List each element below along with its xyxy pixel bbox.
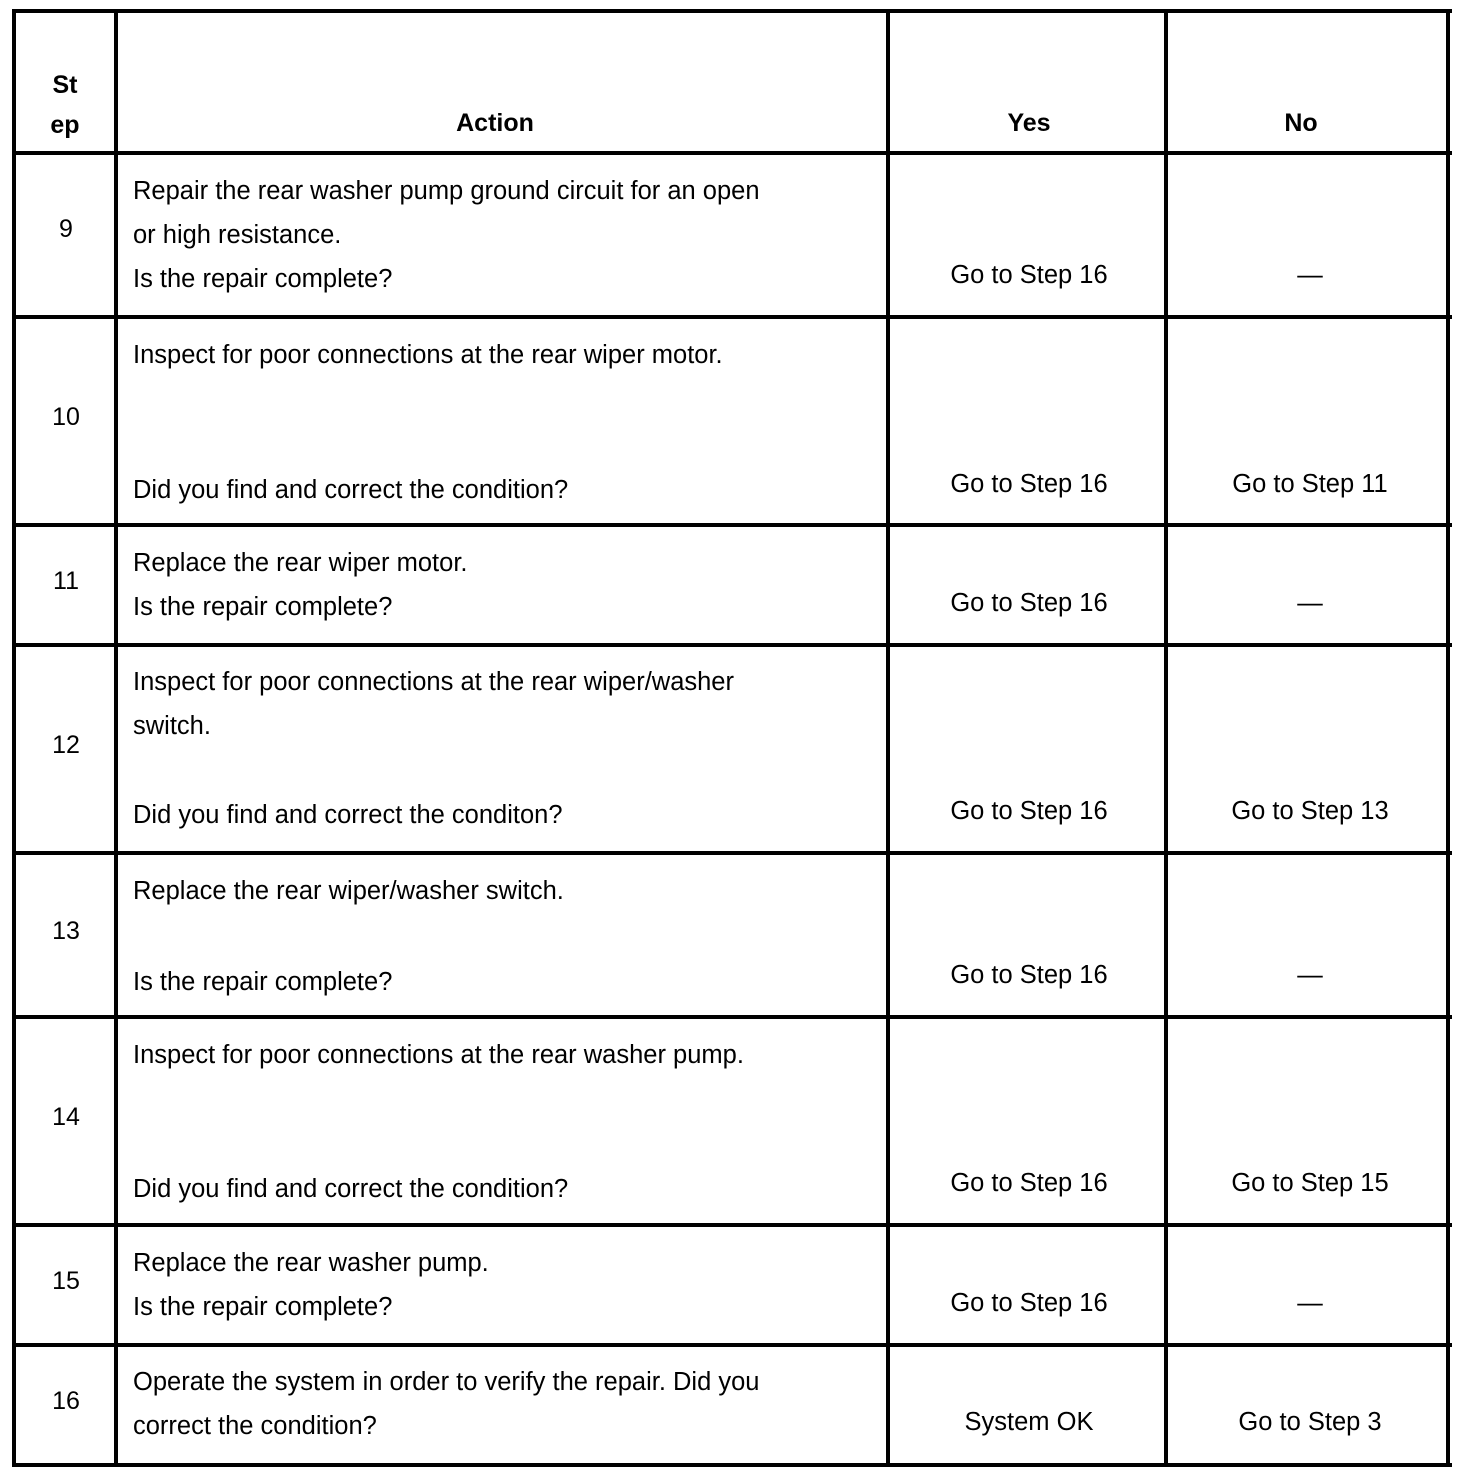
action-line: Replace the rear wiper/washer switch. xyxy=(133,877,564,905)
table-border-bottom xyxy=(12,1463,1452,1467)
header-step-line1: St xyxy=(52,71,78,99)
yes-cell: Go to Step 16 xyxy=(950,961,1108,989)
no-cell: — xyxy=(1297,1289,1323,1317)
header-step xyxy=(16,65,114,145)
yes-cell: Go to Step 16 xyxy=(950,797,1108,825)
row-divider xyxy=(12,643,1452,647)
action-line: Replace the rear wiper motor. xyxy=(133,549,468,577)
no-cell: — xyxy=(1297,261,1323,289)
action-line: Replace the rear washer pump. xyxy=(133,1249,489,1277)
header-divider xyxy=(12,151,1452,155)
action-line: Inspect for poor connections at the rear washer pump. xyxy=(133,1041,744,1069)
action-text xyxy=(133,1241,893,1329)
action-line: Is the repair complete? xyxy=(133,593,393,621)
row-divider xyxy=(12,1343,1452,1347)
no-cell: Go to Step 15 xyxy=(1231,1169,1389,1197)
action-line: Is the repair complete? xyxy=(133,265,393,293)
diagnostic-table xyxy=(12,9,1452,1467)
row-divider xyxy=(12,315,1452,319)
action-line: Inspect for poor connections at the rear wiper motor. xyxy=(133,341,723,369)
yes-cell: Go to Step 16 xyxy=(950,1289,1108,1317)
column-divider xyxy=(1164,9,1168,1467)
action-line: Did you find and correct the conditon? xyxy=(133,801,563,829)
step-number: 10 xyxy=(52,403,80,431)
action-text xyxy=(133,541,893,629)
action-text xyxy=(133,660,893,748)
step-number: 12 xyxy=(52,731,80,759)
action-line: Did you find and correct the condition? xyxy=(133,1175,569,1203)
step-number: 9 xyxy=(59,215,73,243)
row-divider xyxy=(12,851,1452,855)
step-number: 15 xyxy=(52,1267,80,1295)
action-text xyxy=(133,169,893,301)
step-number: 16 xyxy=(52,1387,80,1415)
step-number: 13 xyxy=(52,917,80,945)
yes-cell: Go to Step 16 xyxy=(950,1169,1108,1197)
action-line: Inspect for poor connections at the rear wiper/washer xyxy=(133,668,734,696)
row-divider xyxy=(12,1015,1452,1019)
yes-cell: Go to Step 16 xyxy=(950,261,1108,289)
row-divider xyxy=(12,523,1452,527)
action-line: correct the condition? xyxy=(133,1412,377,1440)
no-cell: — xyxy=(1297,961,1323,989)
yes-cell: System OK xyxy=(964,1408,1094,1436)
yes-cell: Go to Step 16 xyxy=(950,470,1108,498)
action-line: or high resistance. xyxy=(133,221,342,249)
step-number: 11 xyxy=(53,567,79,595)
table-border-top xyxy=(12,9,1452,13)
row-divider xyxy=(12,1223,1452,1227)
no-cell: Go to Step 13 xyxy=(1231,797,1389,825)
action-text xyxy=(133,1360,893,1448)
header-yes: Yes xyxy=(1007,109,1051,137)
header-step-line2: ep xyxy=(50,111,80,139)
header-no: No xyxy=(1284,109,1318,137)
no-cell: Go to Step 3 xyxy=(1238,1408,1382,1436)
table-border-right xyxy=(1446,9,1450,1467)
no-cell: — xyxy=(1297,589,1323,617)
yes-cell: Go to Step 16 xyxy=(950,589,1108,617)
action-line: Did you find and correct the condition? xyxy=(133,476,569,504)
action-line: Is the repair complete? xyxy=(133,968,393,996)
action-line: Operate the system in order to verify the repair. Did you xyxy=(133,1368,760,1396)
action-line: Is the repair complete? xyxy=(133,1293,393,1321)
action-line: Repair the rear washer pump ground circuit for an open xyxy=(133,177,760,205)
step-number: 14 xyxy=(52,1103,80,1131)
header-action: Action xyxy=(456,109,534,137)
action-line: switch. xyxy=(133,712,211,740)
no-cell: Go to Step 11 xyxy=(1232,470,1388,498)
